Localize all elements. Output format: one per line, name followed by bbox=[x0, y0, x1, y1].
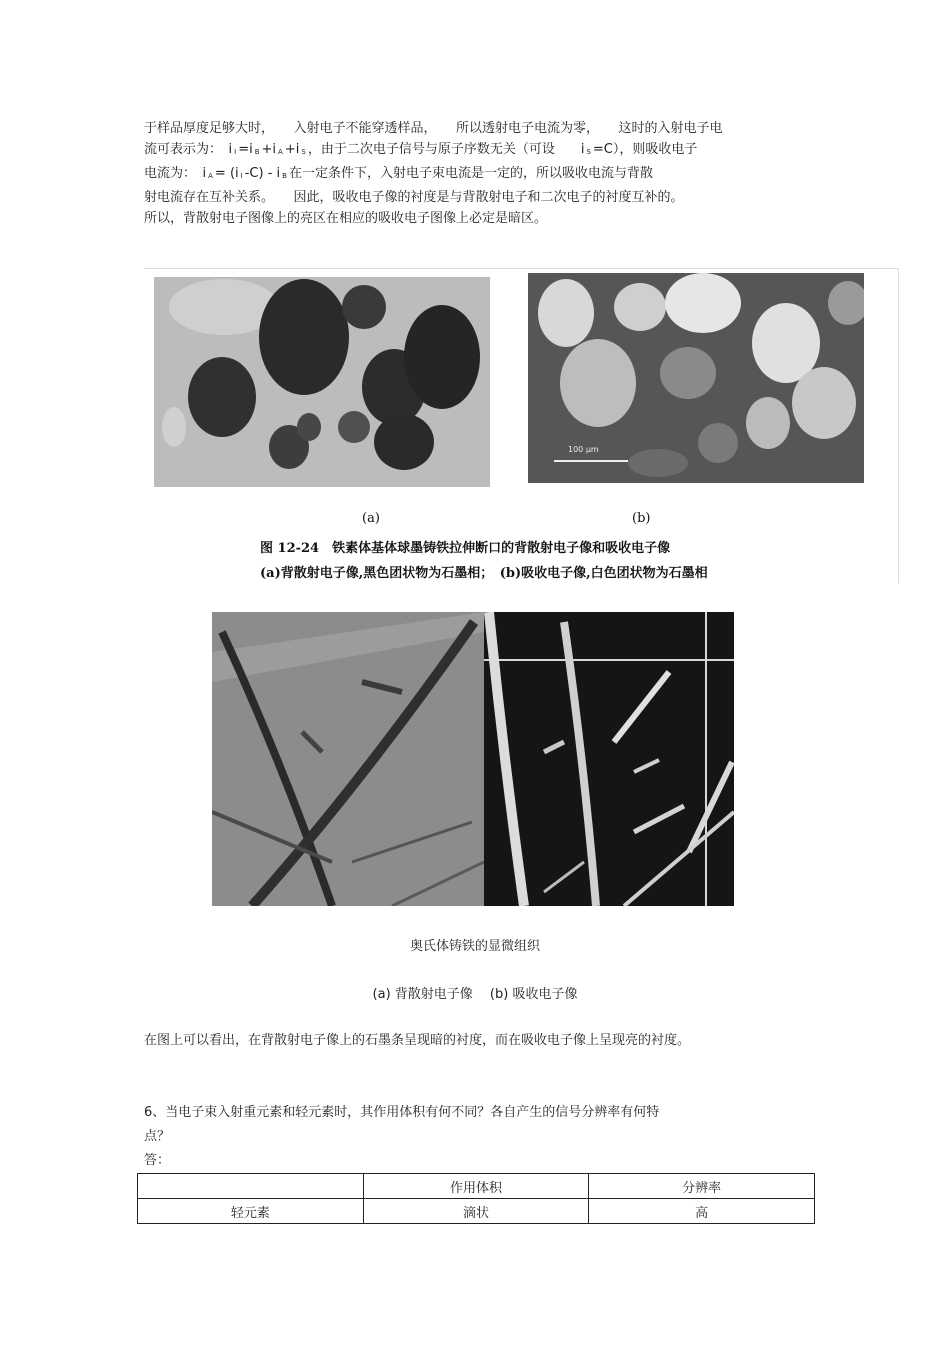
absorbed-electron-image-b bbox=[528, 273, 864, 483]
figure1-title: 图 12-24 铁素体基体球墨铸铁拉伸断口的背散射电子像和吸收电子像 bbox=[260, 541, 671, 556]
question-line-2: 点？ bbox=[144, 1129, 171, 1144]
table-cell: 高 bbox=[589, 1199, 815, 1224]
intro-line-5: 所以，背散射电子图像上的亮区在相应的吸收电子图像上必定是暗区。 bbox=[144, 211, 548, 226]
absorbed-image-graphite-strips bbox=[484, 612, 734, 906]
intro-paragraph bbox=[144, 118, 804, 229]
answer-label: 答： bbox=[144, 1153, 171, 1168]
scale-bar-label: 100 μm bbox=[568, 445, 599, 454]
figure2-caption: 奥氏体铸铁的显微组织 bbox=[409, 939, 540, 954]
table-header-cell bbox=[138, 1174, 364, 1199]
intro-line-4: 射电流存在互补关系。 因此，吸收电子像的衬度是与背散射电子和二次电子的衬度互补的。 bbox=[144, 190, 684, 205]
table-header-cell: 作用体积 bbox=[363, 1174, 589, 1199]
table-header-cell: 分辨率 bbox=[589, 1174, 815, 1199]
figure1-label-a: (a) bbox=[362, 511, 380, 526]
table-row bbox=[138, 1199, 815, 1224]
question-paragraph bbox=[144, 1101, 804, 1173]
figure1-label-b: (b) bbox=[632, 511, 651, 526]
backscatter-image-graphite-strips bbox=[212, 612, 484, 906]
figure1-description: (a)背散射电子像,黑色团状物为石墨相； (b)吸收电子像,白色团状物为石墨相 bbox=[260, 566, 708, 581]
intro-line-1: 于样品厚度足够大时， 入射电子不能穿透样品， 所以透射电子电流为零， 这时的入射电子电 bbox=[144, 121, 723, 136]
question-line-1: 6、当电子束入射重元素和轻元素时，其作用体积有何不同？各自产生的信号分辨率有何特 bbox=[144, 1105, 660, 1120]
figure-austenitic-cast-iron bbox=[212, 612, 734, 906]
table-cell: 滴状 bbox=[363, 1199, 589, 1224]
table-cell: 轻元素 bbox=[138, 1199, 364, 1224]
backscatter-image-a bbox=[154, 277, 490, 487]
conclusion-paragraph: 在图上可以看出，在背散射电子像上的石墨条呈现暗的衬度，而在吸收电子像上呈现亮的衬度。 bbox=[144, 1033, 691, 1048]
figure2-subcaption: (a) 背散射电子像 (b) 吸收电子像 bbox=[372, 987, 578, 1002]
comparison-table bbox=[137, 1173, 815, 1224]
figure-12-24 bbox=[144, 268, 899, 583]
intro-line-3: 电流为： i A = (i I -C) - i B 在一定条件下，入射电子束电流是一定的，所以吸收电流与背散 bbox=[144, 166, 653, 181]
table-header-row bbox=[138, 1174, 815, 1199]
intro-line-2: 流可表示为： i I =i B +i A +i S ，由于二次电子信号与原子序数无关（可设 i S =C），则吸收电子 bbox=[144, 142, 698, 157]
